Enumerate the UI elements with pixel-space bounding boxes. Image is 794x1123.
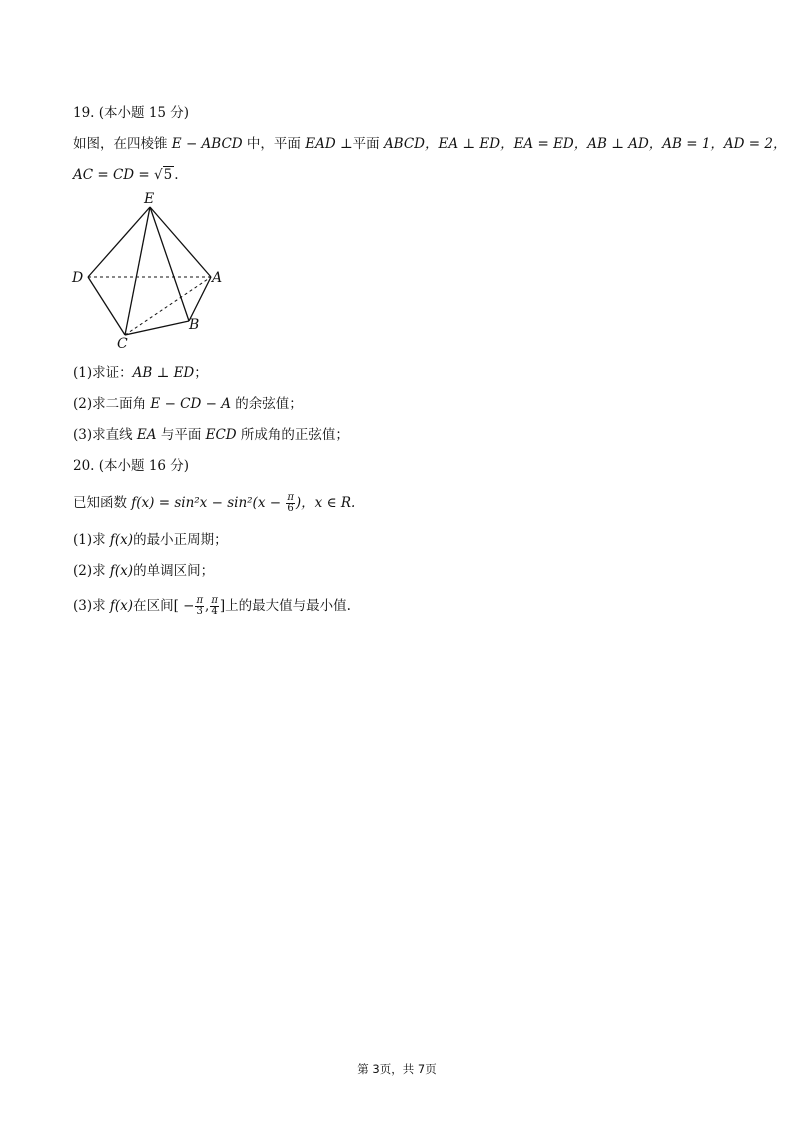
- problem19-question-2: [73, 395, 303, 413]
- problem19-stem-line1: [73, 135, 786, 153]
- question-end: 的单调区间；: [133, 563, 215, 579]
- function-definition: f(x) = sin²x − sin²(x −: [131, 495, 286, 511]
- edge-DC: [88, 277, 125, 335]
- problem20-question-1: [73, 531, 228, 549]
- question-math: EA: [136, 427, 157, 443]
- pyramid-figure: [68, 190, 238, 350]
- problem20-header: 20. (本小题 16 分): [73, 458, 190, 474]
- edge-EB: [150, 207, 189, 321]
- label-B: B: [189, 317, 200, 333]
- question-prefix: (2)求: [73, 563, 110, 579]
- stem-text: 如图，在四棱锥: [73, 136, 172, 152]
- stem-plane: EAD: [305, 136, 336, 152]
- question-end: 所成角的正弦值；: [236, 427, 349, 443]
- stem-end: .: [174, 167, 179, 183]
- question-math: f(x): [109, 563, 134, 579]
- fraction-pi-over-3: [195, 596, 204, 617]
- problem20-question-2: [73, 562, 214, 580]
- label-A: A: [212, 270, 223, 286]
- label-E: E: [144, 191, 155, 207]
- edge-EA: [150, 207, 211, 277]
- problem19-stem-line2: [73, 166, 179, 184]
- edge-BA: [189, 277, 211, 321]
- question-math: ECD: [205, 427, 237, 443]
- fraction-denominator: 4: [211, 606, 218, 617]
- problem20-question-3: [73, 596, 351, 617]
- question-end: ]上的最大值与最小值.: [219, 598, 351, 614]
- stem-text: 中，平面: [242, 136, 306, 152]
- question-math: f(x): [109, 532, 134, 548]
- stem-equation: AC = CD =: [73, 167, 155, 183]
- fraction-numerator: π: [287, 492, 294, 503]
- stem-conditions: ，EA ⊥ ED，EA = ED，AB ⊥ AD，AB = 1，AD = 2，: [425, 136, 787, 152]
- edge-ED: [88, 207, 150, 277]
- edge-CB: [125, 321, 189, 335]
- question-math: AB ⊥ ED: [132, 365, 195, 381]
- question-end: 的最小正周期；: [133, 532, 228, 548]
- fraction-denominator: 3: [196, 606, 203, 617]
- sqrt-expression: √5: [154, 167, 173, 183]
- question-prefix: (2)求二面角: [73, 396, 151, 412]
- label-C: C: [117, 336, 128, 350]
- fraction-denominator: 6: [287, 503, 294, 514]
- stem-solid: E − ABCD: [171, 136, 243, 152]
- question-text: 在区间[ −: [133, 598, 195, 614]
- question-end: 的余弦值；: [230, 396, 303, 412]
- fraction-numerator: π: [196, 595, 204, 606]
- fraction-numerator: π: [211, 595, 218, 606]
- fraction-pi-over-4: [210, 596, 219, 617]
- function-domain: )，x ∈ R.: [295, 495, 356, 511]
- interval-comma: ,: [205, 598, 210, 614]
- problem19-question-1: [73, 364, 208, 382]
- question-math: f(x): [109, 598, 134, 614]
- stem-text: ⊥平面: [335, 136, 384, 152]
- question-prefix: (3)求直线: [73, 427, 137, 443]
- question-math: E − CD − A: [150, 396, 231, 412]
- edge-EC: [125, 207, 150, 335]
- question-text: 与平面: [156, 427, 206, 443]
- radicand: 5: [163, 167, 173, 183]
- problem19-question-3: [73, 426, 349, 444]
- question-prefix: (3)求: [73, 598, 110, 614]
- fraction-pi-over-6: [286, 493, 295, 514]
- stem-plane: ABCD: [383, 136, 426, 152]
- page-footer: 第 3页，共 7页: [357, 1062, 437, 1076]
- question-prefix: (1)求: [73, 532, 110, 548]
- problem20-stem: [73, 493, 355, 514]
- problem19-header: 19. (本小题 15 分): [73, 105, 190, 121]
- label-D: D: [72, 270, 84, 286]
- question-prefix: (1)求证：: [73, 365, 133, 381]
- question-end: ；: [194, 365, 208, 381]
- stem-text: 已知函数: [73, 495, 132, 511]
